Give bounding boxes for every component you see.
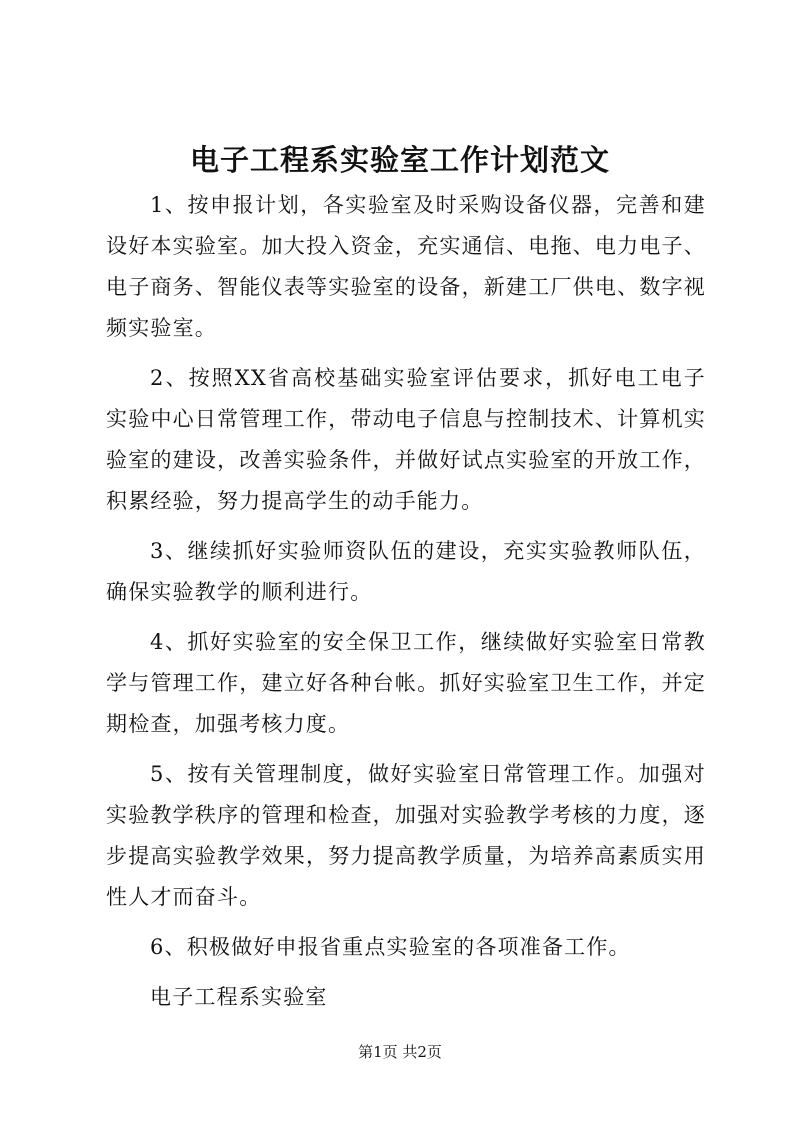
paragraph-5: 5、按有关管理制度，做好实验室日常管理工作。加强对实验教学秩序的管理和检查，加强对实验教学考核的力度，逐步提高实验教学效果，努力提高教学质量，为培养高素质实用性人才而奋斗。 <box>106 762 706 909</box>
page-footer: 第1页 共2页 <box>358 1043 442 1061</box>
document-title: 电子工程系实验室工作计划范文 <box>189 143 610 177</box>
paragraph-2: 2、按照XX省高校基础实验室评估要求，抓好电工电子实验中心日常管理工作，带动电子信息与控制技术、计算机实验室的建设，改善实验条件，并做好试点实验室的开放工作，积累经验，努力提高学生的动手能力。 <box>106 366 706 513</box>
paragraph-3: 3、继续抓好实验师资队伍的建设，充实实验教师队伍，确保实验教学的顺利进行。 <box>106 539 706 604</box>
paragraph-4: 4、抓好实验室的安全保卫工作，继续做好实验室日常教学与管理工作，建立好各种台帐。抓好实验室卫生工作，并定期检查，加强考核力度。 <box>106 630 706 736</box>
document-body <box>106 185 706 1018</box>
paragraph-1: 1、按申报计划，各实验室及时采购设备仪器，完善和建设好本实验室。加大投入资金，充实通信、电拖、电力电子、电子商务、智能仪表等实验室的设备，新建工厂供电、数字视频实验室。 <box>106 193 706 340</box>
paragraph-6: 6、积极做好申报省重点实验室的各项准备工作。 <box>150 935 631 959</box>
signature-line: 电子工程系实验室 <box>150 985 328 1009</box>
